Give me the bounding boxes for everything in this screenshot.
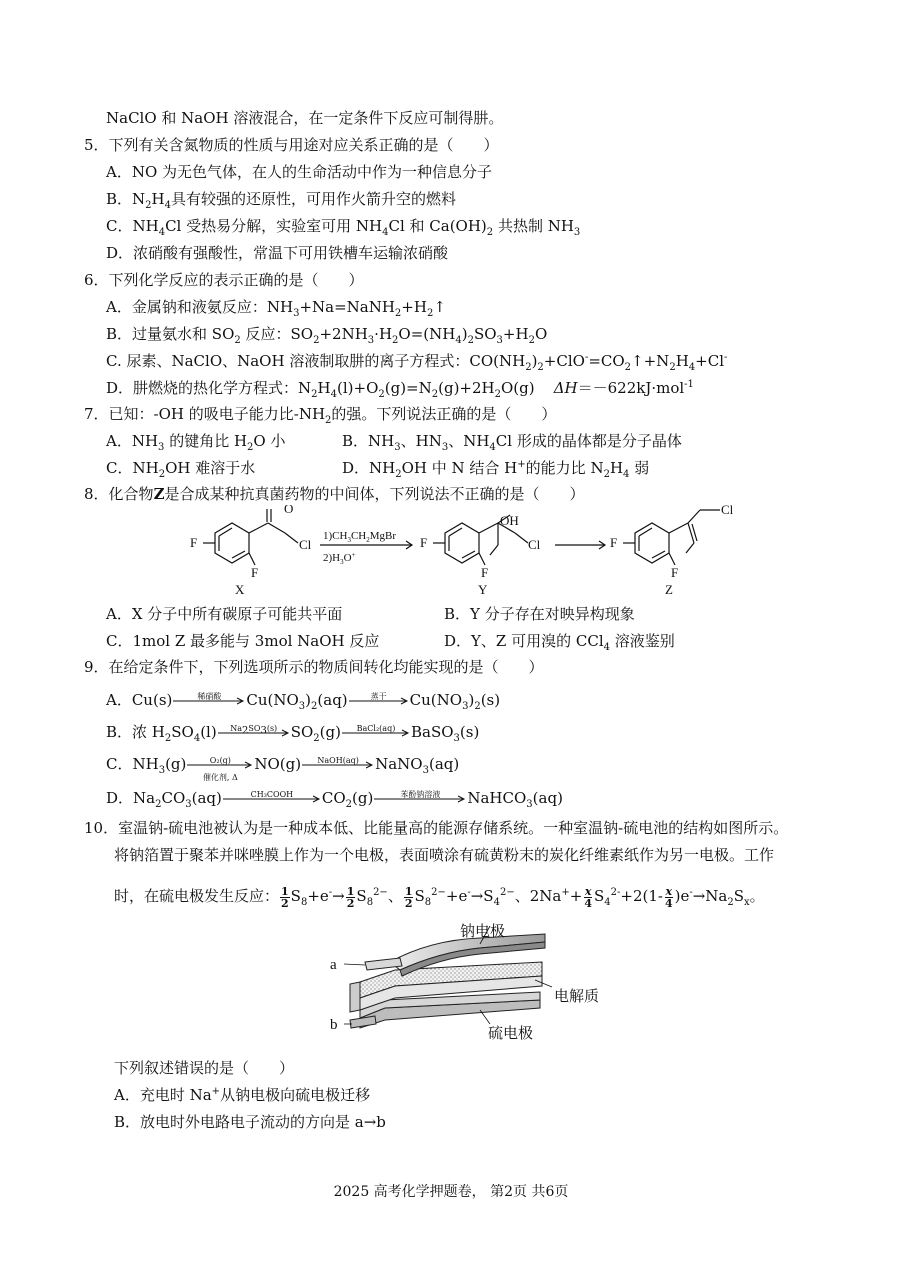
q6-option-a: A．金属钠和液氨反应：$NH_3+Na=NaNH_2+H_2↑$ [106, 298, 446, 319]
svg-text:Cl: Cl [528, 537, 541, 552]
svg-text:Cl: Cl [299, 537, 312, 552]
q10-ask: 下列叙述错误的是（ ） [114, 1059, 295, 1077]
fig-label-b: b [330, 1017, 338, 1033]
q6-stem: 6．下列化学反应的表示正确的是（ ） [84, 271, 364, 289]
q9b-arrow1: $Na_2SO_3(s)$ [218, 729, 290, 737]
q10-option-b: B．放电时外电路电子流动的方向是 a→b [114, 1113, 386, 1131]
q9-option-d: D．$Na_2CO_3(aq)$ CH₃COOH $CO_2(g)$ 苯酚钠溶液 NaHCO$_3$(aq) [106, 789, 563, 810]
q9-stem: 9．在给定条件下，下列选项所示的物质间转化均能实现的是（ ） [84, 658, 544, 676]
label-x: X [235, 582, 245, 597]
q8-option-c: C．1mol Z 最多能与 3mol NaOH 反应 [106, 632, 380, 650]
q9b-arrow2: BaCl₂(aq) [342, 729, 410, 737]
svg-text:F: F [671, 565, 679, 580]
q8-option-a: A．X 分子中所有碳原子可能共平面 [106, 605, 343, 623]
q6-option-b: B．过量氨水和 $SO_2$ 反应：$SO_2+2NH_3\cdot H_2O=(NH_4)_2SO_3+H_2O$ [106, 325, 548, 346]
q8-option-b: B．Y 分子存在对映异构现象 [444, 605, 635, 623]
fig-label-s: 硫电极 [488, 1026, 534, 1042]
svg-text:F: F [190, 535, 198, 550]
q7-stem: 7．已知：-OH 的吸电子能力比$-NH_2$的强。下列说法正确的是（ ） [84, 405, 557, 426]
fig-label-na: 钠电极 [460, 924, 506, 940]
q6-option-d: D．肼燃烧的热化学方程式：$N_2H_4(l)+O_2(g)=N_2(g)+2H_2O(g)$ ΔH＝－622kJ·mol$^{-1}$ [106, 379, 694, 400]
q8-reaction-scheme [180, 505, 760, 600]
q5-option-b: B．$N_2H_4$具有较强的还原性，可用作火箭升空的燃料 [106, 190, 457, 211]
q7-option-b: B．$NH_3$、$HN_3$、$NH_4Cl$ 形成的晶体都是分子晶体 [342, 432, 682, 453]
q9c-arrow2: NaOH(aq) [302, 761, 374, 769]
q5-option-c: C．$NH_4Cl$ 受热易分解，实验室可用 $NH_4Cl$ 和 $Ca(OH)_2$ 共热制 $NH_3$ [106, 217, 581, 238]
q9a-arrow1: 稀硝酸 [173, 697, 245, 705]
q9-option-a: A．Cu(s) 稀硝酸 $Cu(NO_3)_2(aq)$ 蒸干 $Cu(NO_3)_2(s)$ [106, 691, 501, 712]
q9d-arrow1: CH₃COOH [223, 795, 321, 803]
label-z: Z [665, 582, 673, 597]
intro-line: NaClO 和 NaOH 溶液混合，在一定条件下反应可制得肼。 [106, 109, 504, 127]
q5-stem: 5．下列有关含氮物质的性质与用途对应关系正确的是（ ） [84, 136, 499, 154]
svg-text:1)CH3CH2MgBr: $1)CH_3CH_2MgBr$ [323, 530, 397, 544]
svg-text:O: O [284, 505, 294, 516]
label-y: Y [478, 582, 488, 597]
q10-option-a: A．充电时 Na+从钠电极向硫电极迁移 [114, 1086, 371, 1104]
q9a-arrow2: 蒸干 [349, 697, 409, 705]
fig-label-a: a [330, 957, 337, 973]
q10-stem-line3: 时，在硫电极发生反应： $\frac{1}{2}$ $S_8+e^-\to$ $\frac{1}{2}$ $S_8^{2-}$、 $\frac{1}{2}$ $S_8^{2-}+e^-\to S_4^{2-}$、2Na++ $\frac{x}{4}$ $S_4^{2-}+2(1-$ $\frac{x}{4}$ )$e^-\to Na_2S_x$。 [114, 884, 765, 910]
svg-text:F: F [251, 565, 259, 580]
svg-text:F: F [420, 535, 428, 550]
q9-option-c: C．$NH_3(g)$ O₂(g) 催化剂, Δ NO(g) NaOH(aq) NaNO$_3$(aq) [106, 755, 460, 782]
svg-text:2)H3O+: $2)H_3O^+$ [323, 551, 356, 566]
q9d-arrow2: 苯酚钠溶液 [374, 795, 466, 803]
q9c-arrow1: O₂(g) 催化剂, Δ [187, 761, 253, 769]
q7-option-d: D．$NH_2OH$ 中 N 结合 H+的能力比 $N_2H_4$ 弱 [342, 459, 650, 480]
q10-battery-figure [330, 920, 630, 1045]
q7-option-c: C．$NH_2OH$ 难溶于水 [106, 459, 256, 480]
q5-option-d: D．浓硝酸有强酸性，常温下可用铁槽车运输浓硝酸 [106, 244, 449, 262]
q8-option-d: D．Y、Z 可用溴的 CCl$_4$ 溶液鉴别 [444, 632, 675, 653]
svg-text:F: F [610, 535, 618, 550]
page-footer: 2025 高考化学押题卷， 第2页 共6页 [333, 1184, 569, 1200]
svg-text:OH: OH [500, 513, 519, 528]
q6-option-c: C. 尿素、NaClO、NaOH 溶液制取肼的离子方程式：$CO(NH_2)_2+ClO^-=CO_2↑+N_2H_4+Cl^-$ [106, 352, 728, 373]
svg-text:Cl: Cl [721, 505, 734, 517]
q10-stem-line2: 将钠箔置于聚苯并咪唑膜上作为一个电极，表面喷涂有硫黄粉末的炭化纤维素纸作为另一电极。工作 [114, 846, 775, 864]
q10-stem-line1: 10．室温钠-硫电池被认为是一种成本低、比能量高的能源存储系统。一种室温钠-硫电池的结构如图所示。 [84, 819, 789, 837]
fig-label-electrolyte: 电解质 [554, 989, 600, 1005]
svg-text:F: F [481, 565, 489, 580]
q5-option-a: A．NO 为无色气体，在人的生命活动中作为一种信息分子 [106, 163, 493, 181]
q9-option-b: B．浓 $H_2SO_4(l)$ $Na_2SO_3(s)$ $SO_2(g)$ BaCl₂(aq) BaSO$_3$(s) [106, 723, 480, 744]
q8-stem: 8．化合物Z是合成某种抗真菌药物的中间体，下列说法不正确的是（ ） [84, 485, 585, 503]
q7-option-a: A．$NH_3$ 的键角比 $H_2O$ 小 [106, 432, 286, 453]
